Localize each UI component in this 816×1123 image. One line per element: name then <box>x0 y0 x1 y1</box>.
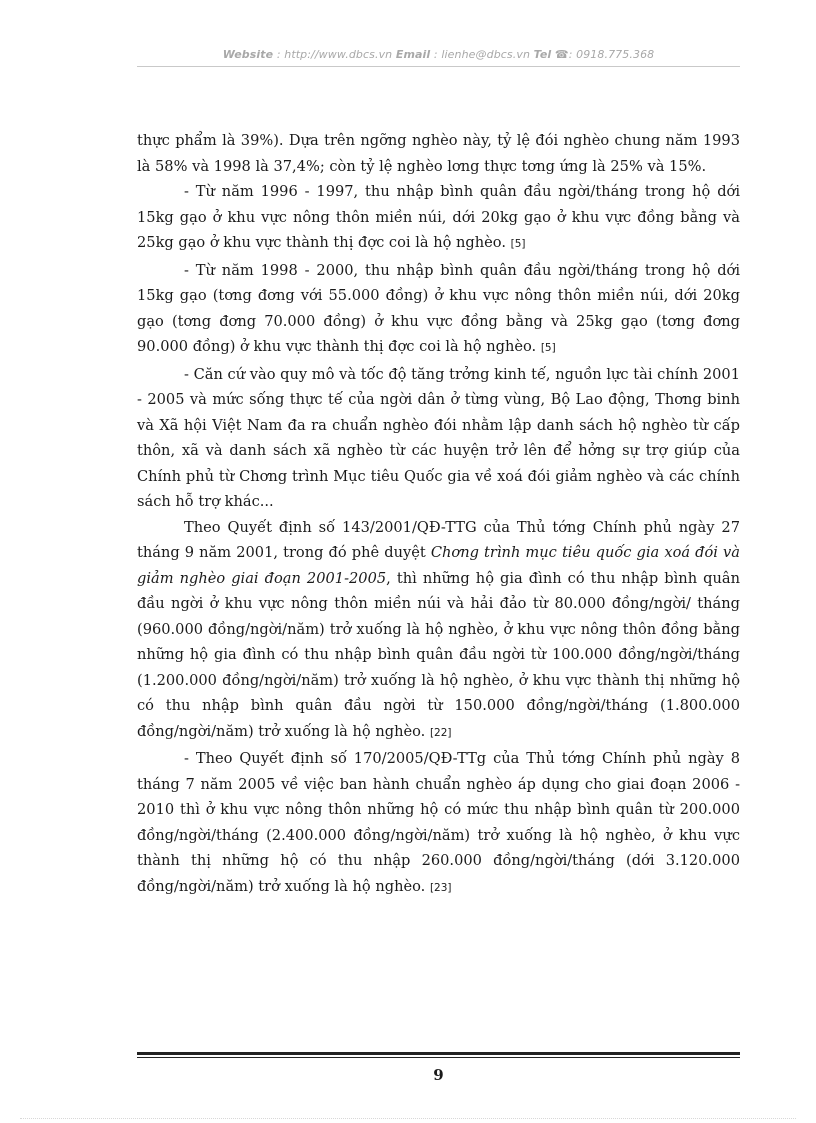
paragraph-text: thực phẩm là 39%). Dựa trên ngỡng nghèo này, tỷ lệ đói nghèo chung năm 1993 là 58% và 1998 là 37,4%; còn tỷ lệ nghèo lơng thực tơng ứng là 25% và 15%. <box>137 132 740 175</box>
tel-number: ☎: 0918.775.368 <box>554 48 655 61</box>
paragraph-text: , thì những hộ gia đình có thu nhập bình quân đầu ngời ở khu vực nông thôn miền núi và hải đảo từ 80.000 đồng/ngời/ tháng (960.000 đồng/ngời/năm) trở xuống là hộ nghèo, ở khu vực nông thôn đồng bằng những hộ gia đình có thu nhập bình quân đầu ngời từ 100.000 đồng/ngời/tháng (1.200.000 đồng/ngời/năm) trở xuống là hộ nghèo, ở khu vực thành thị những hộ có thu nhập bình quân đầu ngời từ 150.000 đồng/ngời/tháng (1.800.000 đồng/ngời/năm) trở xuống là hộ nghèo. <box>137 569 740 740</box>
citation-ref: [23] <box>429 881 452 894</box>
paragraph-text: - Theo Quyết định số 170/2005/QĐ-TTg của Thủ tớng Chính phủ ngày 8 tháng 7 năm 2005 về việc ban hành chuẩn nghèo áp dụng cho giai đoạn 2006 - 2010 thì ở khu vực nông thôn những hộ có mức thu nhập bình quân từ 200.000 đồng/ngời/tháng (2.400.000 đồng/ngời/năm) trở xuống là hộ nghèo, ở khu vực thành thị những hộ có thu nhập 260.000 đồng/ngời/tháng (dới 3.120.000 đồng/ngời/năm) trở xuống là hộ nghèo. <box>137 750 740 895</box>
header-divider <box>137 66 740 67</box>
citation-ref: [22] <box>429 726 452 739</box>
paragraph-text: - Từ năm 1996 - 1997, thu nhập bình quân đầu ngời/tháng trong hộ dới 15kg gạo ở khu vực nông thôn miền núi, dới 20kg gạo ở khu vực đồng bằng và 25kg gạo ở khu vực thành thị đợc coi là hộ nghèo. <box>137 183 740 251</box>
program-title-italic: Chơng trình mục tiêu quốc gia xoá đói và giảm nghèo giai đoạn 2001-2005 <box>137 544 740 587</box>
tel-label: Tel <box>533 48 552 61</box>
citation-ref: [5] <box>540 342 556 354</box>
paragraph-text: - Căn cứ vào quy mô và tốc độ tăng trởng kinh tế, nguồn lực tài chính 2001 - 2005 và mức sống thực tế của ngời dân ở từng vùng, Bộ Lao động, Thơng binh và Xã hội Việt Nam đa ra chuẩn nghèo đói nhằm lập danh sách hộ nghèo từ cấp thôn, xã và danh sách xã nghèo từ các huyện trở lên để hởng sự trợ giúp của Chính phủ từ Chơng trình Mục tiêu Quốc gia về xoá đói giảm nghèo và các chính sách hỗ trợ khác... <box>137 365 740 510</box>
page-number: 9 <box>433 1066 444 1084</box>
email-address: : lienhe@dbcs.vn <box>433 48 531 61</box>
paragraph-3 <box>137 258 740 362</box>
paragraph-6 <box>137 746 740 901</box>
page-bottom-dotted-edge <box>20 1118 796 1119</box>
footer-divider-thick <box>137 1052 740 1055</box>
footer-divider-thin <box>137 1057 740 1058</box>
website-url: : http://www.dbcs.vn <box>276 48 393 61</box>
paragraph-4 <box>137 362 740 515</box>
paragraph-text: - Từ năm 1998 - 2000, thu nhập bình quân đầu ngời/tháng trong hộ dới 15kg gạo (tơng đơng với 55.000 đồng) ở khu vực nông thôn miền núi, dới 20kg gạo (tơng đơng 70.000 đồng) ở khu vực đồng bằng và 25kg gạo (tơng đơng 90.000 đồng) ở khu vực thành thị đợc coi là hộ nghèo. <box>137 261 740 355</box>
email-label: Email <box>395 48 431 61</box>
website-label: Website <box>222 48 274 61</box>
citation-ref: [5] <box>510 238 526 250</box>
paragraph-5 <box>137 515 740 747</box>
paragraph-text: Theo Quyết định số 143/2001/QĐ-TTG của Thủ tớng Chính phủ ngày 27 tháng 9 năm 2001, trong đó phê duyệt <box>137 518 740 561</box>
paragraph-1 <box>137 128 740 179</box>
paragraph-2 <box>137 179 740 258</box>
document-body <box>137 128 740 901</box>
page-header <box>137 48 740 61</box>
